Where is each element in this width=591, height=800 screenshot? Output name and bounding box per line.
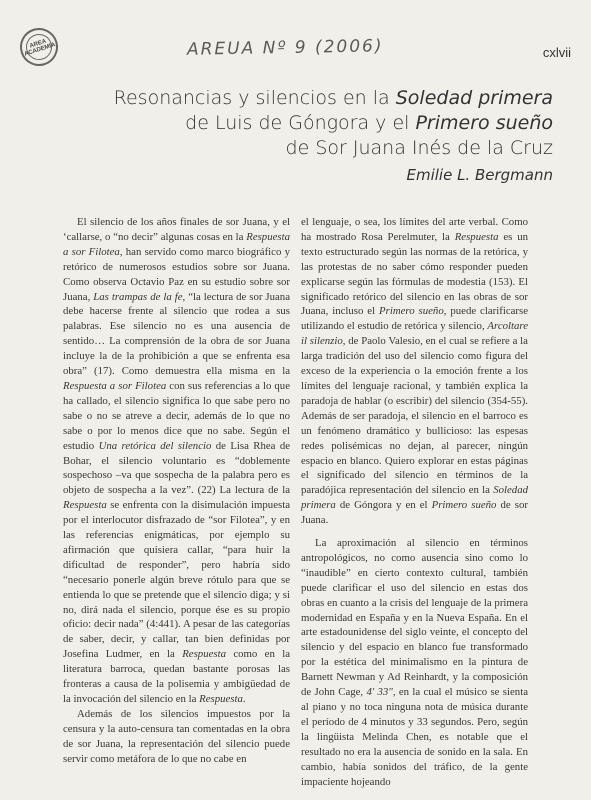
author-name: Emilie L. Bergmann bbox=[406, 166, 553, 184]
title-italic-text: Primero sueño bbox=[415, 112, 553, 134]
italic-title-ref: Primero sueño bbox=[379, 305, 444, 318]
italic-title-ref: Soledad primera bbox=[301, 484, 528, 512]
body-column-right bbox=[301, 215, 528, 789]
italic-title-ref: Arcoltare il silenzio bbox=[301, 320, 528, 348]
italic-title-ref: 4' 33" bbox=[366, 686, 393, 699]
body-paragraph: El silencio de los años finales de sor Juana, y el ‘callarse, o “no decir” algunas cosas en la Respuesta a sor Filotea, han servido como marco biográfico y retórico de numerosos estudios sobre sor Juana. Como observa Octavio Paz en su estudio sobre sor Juana, Las trampas de la fe, “la lectura de sor Juana debe hacerse frente al silencio que rodea a sus palabras. Ese silencio no es una ausencia de sentido… La comprensión de la obra de sor Juana incluye la de la prohibición a que se enfrenta esa obra” (17). Como demuestra ella misma en la Respuesta a sor Filotea con sus referencias a lo que ha callado, el silencio significa lo que sabe pero no sabe o no se atreve a decir, además de lo que no sabe o por lo menos dice que no sabe. Según el estudio Una retórica del silencio de Lisa Rhea de Bohar, el silencio voluntario es “doblemente sospechoso –va que sospecha de la palabra pero es objeto de sospecha a la vez”. (22) La lectura de la Respuesta se enfrenta con la disimulación impuesta por el interlocutor disfrazado de “sor Filotea”, y en las referencias enigmáticas, por ejemplo su afirmación que quisiera callar, “para huir la dificultad de responder”, pero habría sido “necesario ponerle algún breve rótulo para que se entienda lo que se pretende que el silencio diga; y si no, dirá nada el silencio, porque ése es su propio oficio: decir nada” (4:441). A pesar de las categorías de saber, decir, y callar, tan bien definidas por Josefina Ludmer, en la Respuesta como en la literatura barroca, quedan bastante porosas las fronteras a causa de la polisemia y ambigüedad de la invocación del silencio en la Respuesta. bbox=[63, 216, 291, 705]
italic-title-ref: Primero sueño bbox=[431, 499, 497, 512]
title-italic-text: Soledad primera bbox=[395, 87, 553, 109]
title-text: de Luis de Góngora y el bbox=[185, 112, 416, 134]
library-stamp-text: AREA ACADEMIA bbox=[23, 31, 56, 64]
library-stamp bbox=[15, 23, 63, 71]
title-line-1 bbox=[113, 86, 553, 111]
italic-title-ref: Una retórica del silencio bbox=[98, 439, 212, 452]
italic-title-ref: Respuesta a sor Filotea bbox=[63, 230, 290, 258]
body-paragraph: La aproximación al silencio en términos antropológicos, no como ausencia sino como lo “inaudible” en cierto contexto cultural, también puede clarificar el uso del silencio en estas dos obras en cuanto a la crisis del lenguaje de la primera modernidad en España y en la Nueva España. En el arte estadounidense del siglo veinte, el concepto del silencio y del espacio en blanco fue transformado por la estética del minimalismo en la pintura de Barnett Newman y Ad Reinhardt, y la composición de John Cage, 4' 33", en la cual el músico se sienta al piano y no toca ninguna nota de música durante el período de 4 minutos y 33 segundos. Pero, según la lingüista Melinda Chen, es notable que el resultado no era la ausencia de sonido en la sala. En cambio, había sonidos del tráfico, de la gente impaciente hojeando bbox=[301, 537, 528, 788]
article-title bbox=[113, 86, 553, 161]
italic-title-ref: Respuesta bbox=[182, 648, 226, 661]
italic-title-ref: Las trampas de la fe bbox=[93, 290, 183, 303]
handwritten-note: AREUA Nº 9 (2006) bbox=[186, 36, 384, 60]
body-column-left bbox=[63, 215, 290, 767]
body-paragraph: Además de los silencios impuestos por la censura y la auto-censura tan comentadas en la obra de sor Juana, la representación del silencio puede servir como metáfora de lo que no cabe en bbox=[63, 707, 290, 765]
italic-title-ref: Respuesta bbox=[199, 693, 243, 705]
italic-title-ref: Respuesta bbox=[454, 230, 499, 243]
italic-title-ref: Respuesta bbox=[63, 499, 107, 512]
title-text: Resonancias y silencios en la bbox=[113, 87, 396, 109]
title-line-2 bbox=[113, 111, 553, 136]
title-line-3: de Sor Juana Inés de la Cruz bbox=[285, 137, 553, 159]
italic-title-ref: Respuesta a sor Filotea bbox=[63, 379, 167, 392]
body-paragraph: el lenguaje, o sea, los límites del arte verbal. Como ha mostrado Rosa Perelmuter, la Respuesta es un texto estructurado según las normas de la retórica, y las protestas de no saber cómo responder pueden explicarse según las fórmulas de modestia (153). El significado retórico del silencio en las obras de sor Juana, incluso el Primero sueño, puede clarificarse utilizando el estudio de retórica y silencio, Arcoltare il silenzio, de Paolo Valesio, en el cual se refiere a la larga tradición del uso del silencio como figura del exceso de la experiencia o la emoción frente a los límites del lenguaje racional, y también explica la paradoja de hablar (o escribir) del silencio (354-55). Además de ser paradoja, el silencio en el barroco es un fenómeno dramático y bullicioso: las espesas redes polisémicas no dejan, al parecer, ningún espacio en blanco. Quiero explorar en estas páginas el significado del silencio en términos de la paradójica representación del silencio en la Soledad primera de Góngora y en el Primero sueño de sor Juana. bbox=[301, 216, 528, 527]
page-number: cxlvii bbox=[542, 45, 571, 60]
